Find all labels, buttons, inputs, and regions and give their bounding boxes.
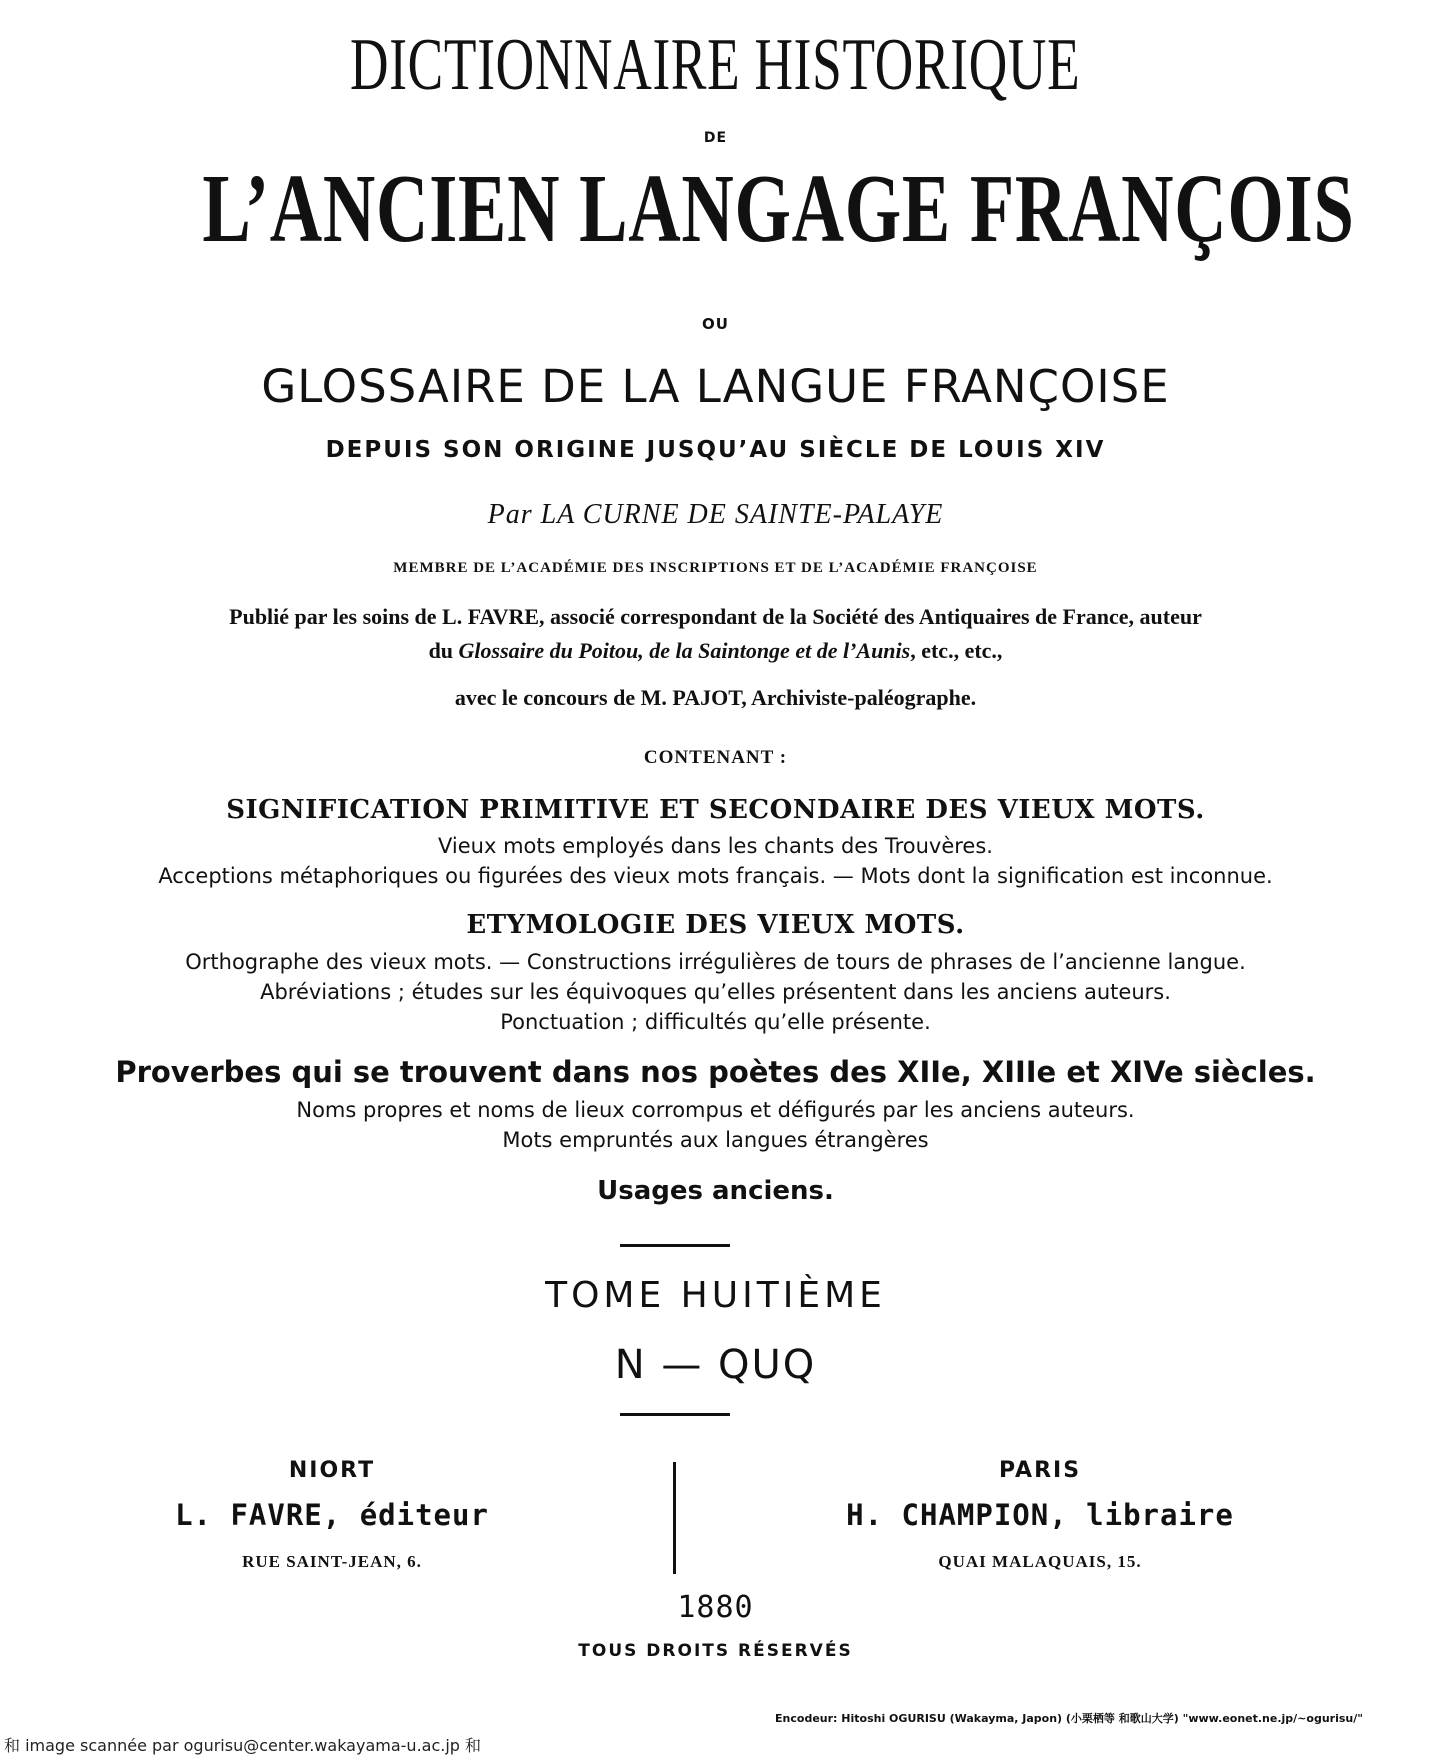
title-ou: OU [702,315,729,333]
title-de: DE [703,130,728,146]
imprint-right-city: PARIS [998,1458,1082,1483]
imprint-left-publisher: L. FAVRE, éditeur [175,1498,489,1532]
section-1-title: SIGNIFICATION PRIMITIVE ET SECONDAIRE DES VIEUX MOTS. [226,795,1205,825]
imprint-right-address: QUAI MALAQUAIS, 15. [938,1552,1142,1571]
imprint-right-publisher: H. CHAMPION, libraire [846,1498,1234,1532]
imprint-left-address: RUE SAINT-JEAN, 6. [242,1552,422,1571]
author-line: Par LA CURNE DE SAINTE-PALAYE [487,499,944,530]
imprint-left-city: NIORT [288,1458,376,1483]
section-3-line-2: Mots empruntés aux langues étrangères [502,1128,929,1152]
section-3-line-1: Noms propres et noms de lieux corrompus et défigurés par les anciens auteurs. [296,1098,1135,1122]
title-line-3: GLOSSAIRE DE LA LANGUE FRANÇOISE [261,360,1170,413]
imprint-rights: TOUS DROITS RÉSERVÉS [578,1641,853,1661]
footer-scan-credit: 和 image scannée par ogurisu@center.wakayama-u.ac.jp 和 [4,1736,482,1755]
section-3-title: Proverbes qui se trouvent dans nos poètes des XIIe, XIIIe et XIVe siècles. [115,1055,1316,1089]
title-line-2-wrap [0,155,1431,263]
footer-encodeur: Encodeur: Hitoshi OGURISU (Wakayma, Japon) (小栗栖等 和歌山大学) "www.eonet.ne.jp/~ogurisu/" [775,1712,1363,1725]
publication-line-2 [0,638,1431,664]
publication-line-3: avec le concours de M. PAJOT, Archiviste-paléographe. [454,685,977,710]
publication-line-2-prefix: du [428,638,459,663]
publication-line-1: Publié par les soins de L. FAVRE, associé correspondant de la Société des Antiquaires de France, auteur [229,604,1202,629]
publication-line-2-italic: Glossaire du Poitou, de la Saintonge et de l’Aunis [458,638,911,663]
title-line-1-wrap [0,24,1431,106]
volume-range: N — QUQ [614,1342,817,1388]
title-line-4: DEPUIS SON ORIGINE JUSQU’AU SIÈCLE DE LOUIS XIV [325,437,1106,463]
section-1-line-1: Vieux mots employés dans les chants des Trouvères. [438,834,993,858]
author-membre: MEMBRE DE L’ACADÉMIE DES INSCRIPTIONS ET DE L’ACADÉMIE FRANÇOISE [393,560,1038,576]
divider-top [620,1244,730,1247]
title-line-1: DICTIONNAIRE HISTORIQUE [350,24,1081,106]
section-2-line-1: Orthographe des vieux mots. — Constructions irrégulières de tours de phrases de l’ancienne langue. [185,950,1246,974]
publication-line-2-suffix: , etc., etc., [910,638,1003,663]
section-2-line-2: Abréviations ; études sur les équivoques qu’elles présentent dans les anciens auteurs. [260,980,1171,1004]
section-2-line-3: Ponctuation ; difficultés qu’elle présente. [500,1010,931,1034]
imprint-vertical-divider [673,1462,676,1574]
section-1-line-2: Acceptions métaphoriques ou figurées des vieux mots français. — Mots dont la signification est inconnue. [158,864,1273,888]
title-line-2: L’ANCIEN LANGAGE FRANÇOIS [202,155,1355,263]
divider-bottom [620,1413,730,1416]
volume-tome: TOME HUITIÈME [545,1275,886,1316]
section-2-title: ETYMOLOGIE DES VIEUX MOTS. [466,910,965,940]
section-4-title: Usages anciens. [597,1176,834,1206]
imprint-year: 1880 [677,1590,754,1625]
contents-heading: CONTENANT : [643,747,788,768]
